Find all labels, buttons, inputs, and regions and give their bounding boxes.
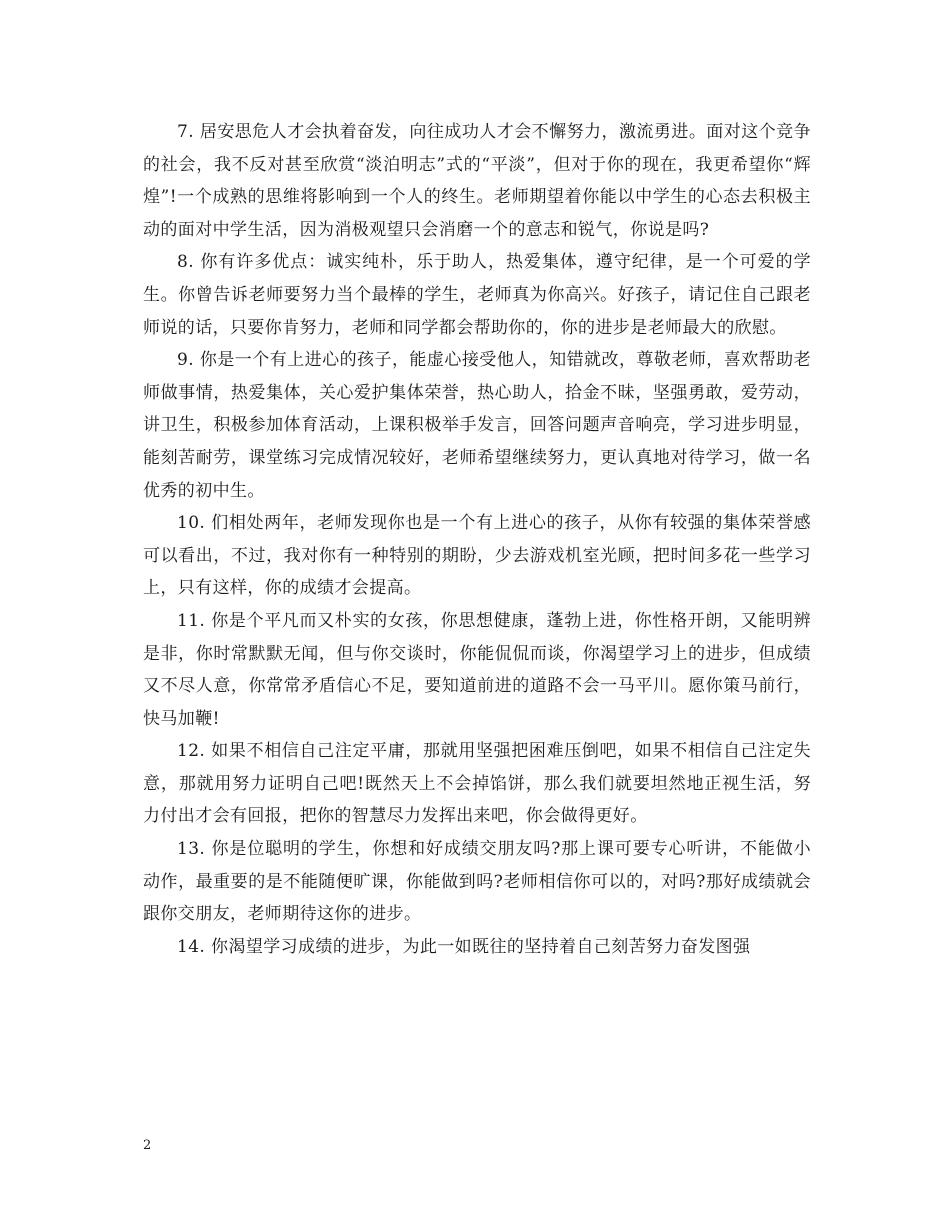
paragraph-11: 11. 你是个平凡而又朴实的女孩，你思想健康，蓬勃上进，你性格开朗，又能明辨是非，你时常默默无闻，但与你交谈时，你能侃侃而谈，你渴望学习上的进步，但成绩又不尽人意，你常常矛盾信心不足，要知道前进的道路不会一马平川。愿你策马前行，快马加鞭! <box>143 610 811 729</box>
paragraph-7: 7. 居安思危人才会执着奋发，向往成功人才会不懈努力，激流勇进。面对这个竞争的社会，我不反对甚至欣赏“淡泊明志”式的“平淡”，但对于你的现在，我更希望你“辉煌”!一个成熟的思维将影响到一个人的终生。老师期望着你能以中学生的心态去积极主动的面对中学生活，因为消极观望只会消磨一个的意志和锐气，你说是吗? <box>143 122 811 240</box>
paragraph-13: 13. 你是位聪明的学生，你想和好成绩交朋友吗?那上课可要专心听讲，不能做小动作，最重要的是不能随便旷课，你能做到吗?老师相信你可以的，对吗?那好成绩就会跟你交朋友，老师期待这你的进步。 <box>143 839 811 925</box>
paragraph-8: 8. 你有许多优点：诚实纯朴，乐于助人，热爱集体，遵守纪律，是一个可爱的学生。你曾告诉老师要努力当个最棒的学生，老师真为你高兴。好孩子，请记住自己跟老师说的话，只要你肯努力，老师和同学都会帮助你的，你的进步是老师最大的欣慰。 <box>143 252 811 338</box>
document-body <box>143 116 811 963</box>
page-number: 2 <box>143 1138 152 1153</box>
paragraph-9: 9. 你是一个有上进心的孩子，能虚心接受他人，知错就改，尊敬老师，喜欢帮助老师做事情，热爱集体，关心爱护集体荣誉，热心助人，拾金不昧，坚强勇敢，爱劳动，讲卫生，积极参加体育活动，上课积极举手发言，回答问题声音响亮，学习进步明显，能刻苦耐劳，课堂练习完成情况较好，老师希望继续努力，更认真地对待学习，做一名优秀的初中生。 <box>143 350 811 501</box>
paragraph-14: 14. 你渴望学习成绩的进步，为此一如既往的坚持着自己刻苦努力奋发图强 <box>177 936 751 957</box>
paragraph-10: 10. 们相处两年，老师发现你也是一个有上进心的孩子，从你有较强的集体荣誉感可以看出，不过，我对你有一种特别的期盼，少去游戏机室光顾，把时间多花一些学习上，只有这样，你的成绩才会提高。 <box>143 513 811 599</box>
paragraph-12: 12. 如果不相信自己注定平庸，那就用坚强把困难压倒吧，如果不相信自己注定失意，那就用努力证明自己吧!既然天上不会掉馅饼，那么我们就要坦然地正视生活，努力付出才会有回报，把你的智慧尽力发挥出来吧，你会做得更好。 <box>143 741 811 827</box>
